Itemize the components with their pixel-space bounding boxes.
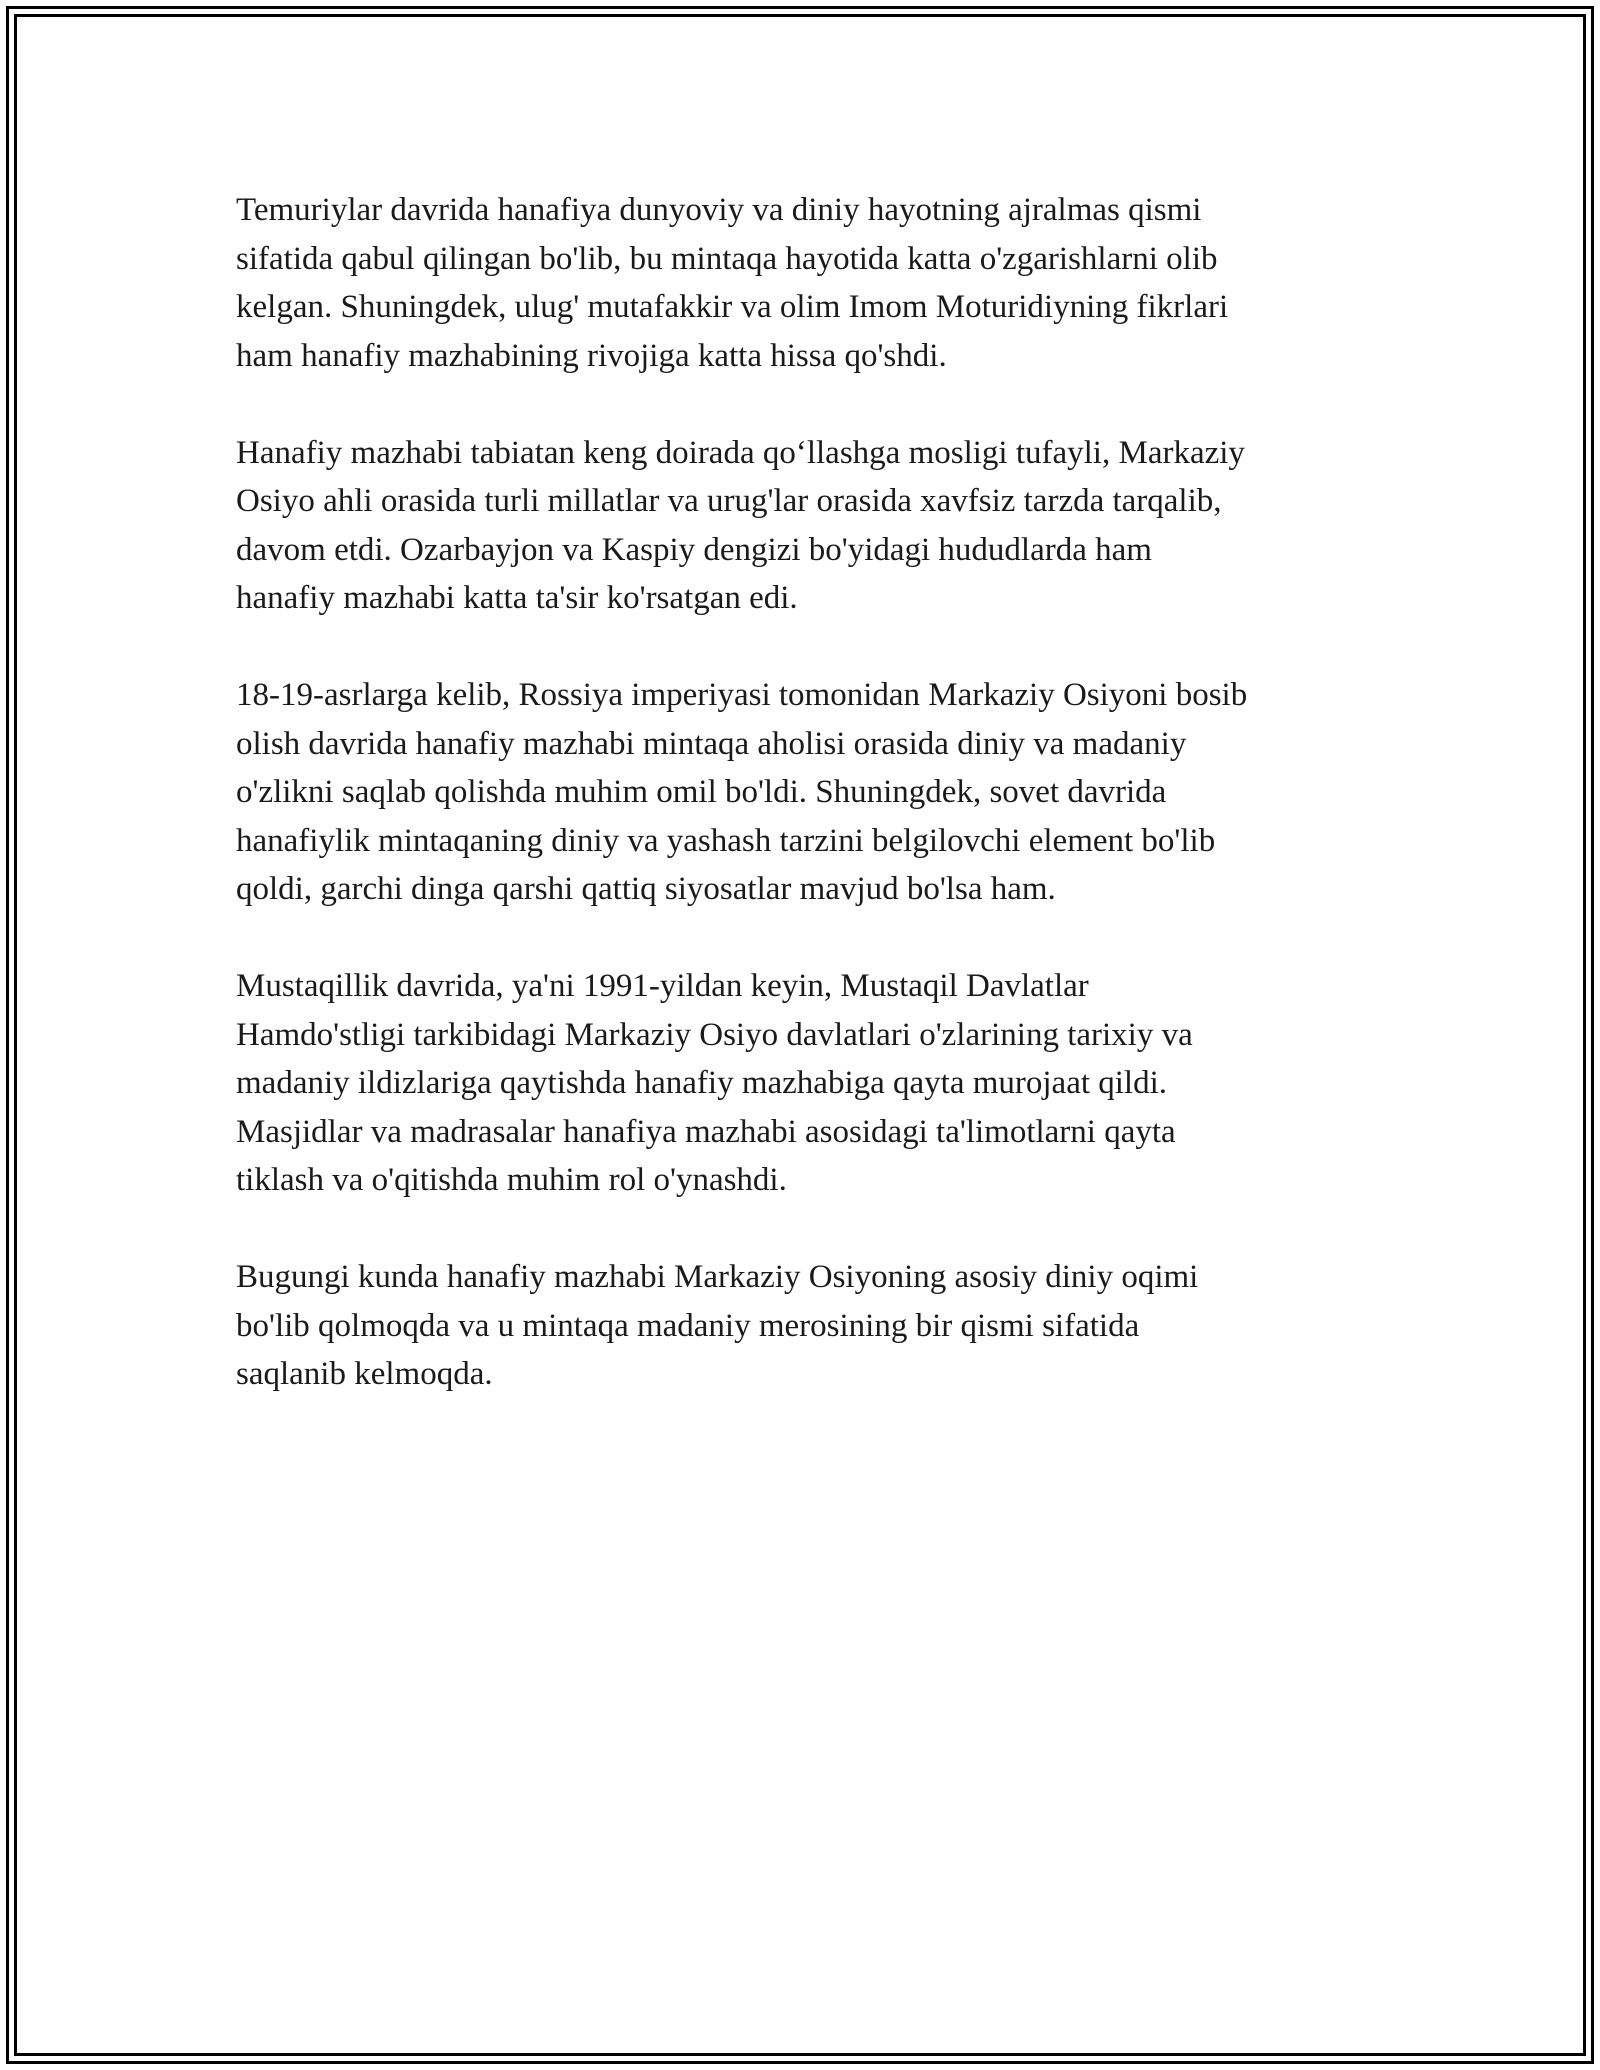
text-line: hanafiy mazhabi katta ta'sir ko'rsatgan edi. xyxy=(236,580,798,616)
text-line: Masjidlar va madrasalar hanafiya mazhabi asosidagi ta'limotlarni qayta xyxy=(236,1113,1176,1150)
document-body xyxy=(236,186,1366,1447)
text-line: sifatida qabul qilingan bo'lib, bu mintaqa hayotida katta o'zgarishlarni olib xyxy=(236,240,1218,277)
paragraph xyxy=(236,186,1366,380)
paragraph xyxy=(236,1253,1366,1399)
paragraph xyxy=(236,671,1366,914)
text-line: hanafiylik mintaqaning diniy va yashash tarzini belgilovchi element bo'lib xyxy=(236,822,1216,859)
text-line: madaniy ildizlariga qaytishda hanafiy mazhabiga qayta murojaat qildi. xyxy=(236,1065,1168,1101)
text-line: bo'lib qolmoqda va u mintaqa madaniy merosining bir qismi sifatida xyxy=(236,1307,1140,1344)
paragraph xyxy=(236,429,1366,623)
text-line: qoldi, garchi dinga qarshi qattiq siyosatlar mavjud bo'lsa ham. xyxy=(236,871,1056,907)
text-line: Hanafiy mazhabi tabiatan keng doirada qo‘llashga mosligi tufayli, Markaziy xyxy=(236,434,1245,471)
text-line: Hamdo'stligi tarkibidagi Markaziy Osiyo davlatlari o'zlarining tarixiy va xyxy=(236,1016,1193,1053)
text-line: o'zlikni saqlab qolishda muhim omil bo'ldi. Shuningdek, sovet davrida xyxy=(236,774,1167,810)
text-line: tiklash va o'qitishda muhim rol o'ynashdi. xyxy=(236,1162,787,1198)
text-line: Temuriylar davrida hanafiya dunyoviy va diniy hayotning ajralmas qismi xyxy=(236,192,1202,228)
paragraph xyxy=(236,962,1366,1205)
text-line: olish davrida hanafiy mazhabi mintaqa aholisi orasida diniy va madaniy xyxy=(236,725,1187,762)
text-line: kelgan. Shuningdek, ulug' mutafakkir va olim Imom Moturidiyning fikrlari xyxy=(236,289,1229,325)
text-line: 18-19-asrlarga kelib, Rossiya imperiyasi tomonidan Markaziy Osiyoni bosib xyxy=(236,677,1248,713)
text-line: davom etdi. Ozarbayjon va Kaspiy dengizi bo'yidagi hududlarda ham xyxy=(236,531,1152,568)
text-line: Bugungi kunda hanafiy mazhabi Markaziy Osiyoning asosiy diniy oqimi xyxy=(236,1259,1199,1295)
text-line: Mustaqillik davrida, ya'ni 1991-yildan keyin, Mustaqil Davlatlar xyxy=(236,968,1089,1004)
text-line: ham hanafiy mazhabining rivojiga katta hissa qo'shdi. xyxy=(236,337,947,374)
text-line: saqlanib kelmoqda. xyxy=(236,1356,493,1392)
text-line: Osiyo ahli orasida turli millatlar va urug'lar orasida xavfsiz tarzda tarqalib, xyxy=(236,483,1222,519)
